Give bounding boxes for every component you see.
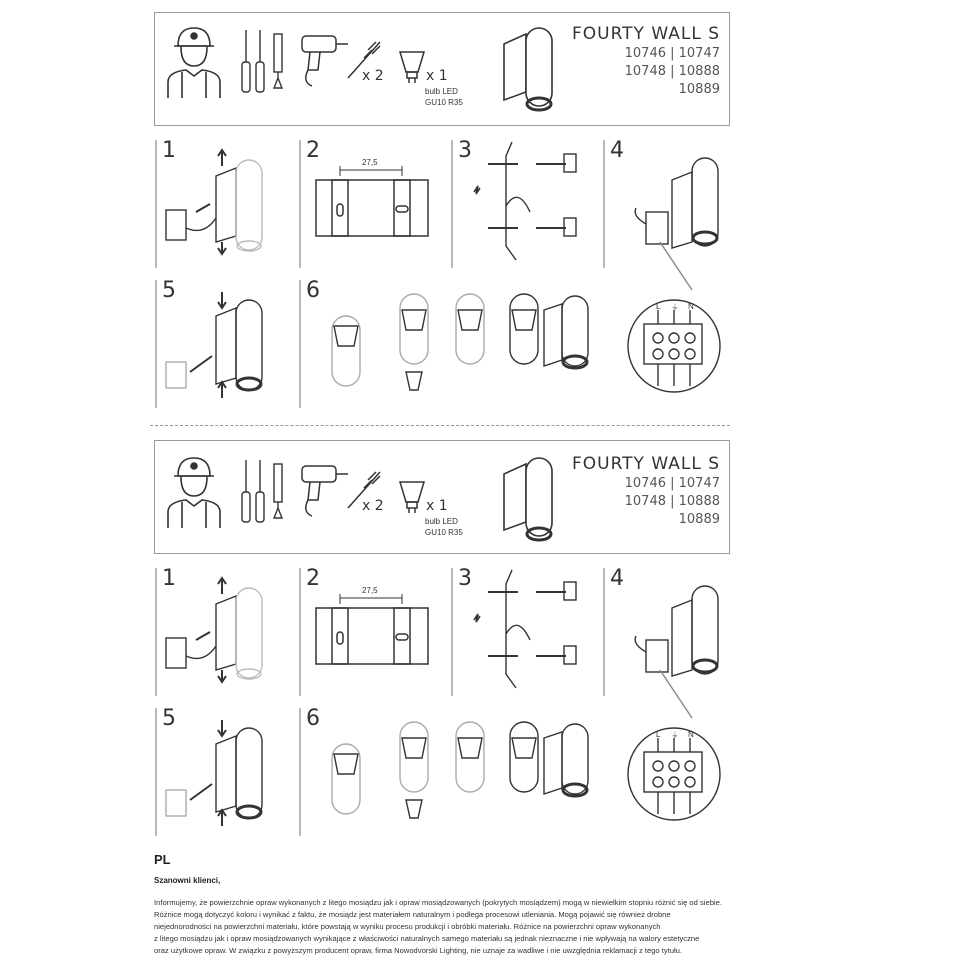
- product-code-3: 10889: [678, 82, 720, 97]
- step-1-number: 1: [162, 138, 176, 163]
- step-2-number: 2: [306, 566, 320, 591]
- step-4-number: 4: [610, 566, 624, 591]
- product-code-2: 10748 | 10888: [624, 494, 720, 509]
- product-title: FOURTY WALL S: [572, 454, 720, 474]
- wire-label-L: L: [656, 302, 661, 311]
- notice-line-3: niejednorodności na powierzchni materiału, które powstają w wyniku procesu produkcji i obróbki materiału. Różnice na powierzchni opraw wykonanych: [154, 922, 661, 931]
- step-5-illustration: [160, 714, 290, 830]
- step-5-number: 5: [162, 278, 176, 303]
- bulb-label-2: GU10 R35: [425, 528, 463, 537]
- bulb-label-1: bulb LED: [425, 517, 458, 526]
- step-5-number: 5: [162, 706, 176, 731]
- step-6-illustration: [320, 714, 600, 834]
- bulb-qty: x 1: [426, 68, 448, 84]
- wire-label-N: N: [688, 302, 694, 311]
- product-title: FOURTY WALL S: [572, 24, 720, 44]
- step-1-number: 1: [162, 566, 176, 591]
- dimension-label: 27,5: [362, 158, 378, 167]
- step-2-illustration: [310, 588, 440, 672]
- wire-label-earth: ⏚: [671, 303, 679, 312]
- screws-qty: x 2: [362, 498, 384, 514]
- bulb-label-1: bulb LED: [425, 87, 458, 96]
- notice-line-2: Różnice mogą dotyczyć koloru i wynikać z faktu, że mosiądz jest materiałem naturalnym i podlega procesowi utleniania. Mogą pojawić się również drobne: [154, 910, 671, 919]
- bulb-qty: x 1: [426, 498, 448, 514]
- product-code-1: 10746 | 10747: [624, 46, 720, 61]
- wire-label-earth: ⏚: [671, 731, 679, 740]
- step-3-number: 3: [458, 566, 472, 591]
- step-4-number: 4: [610, 138, 624, 163]
- notice-line-4: z litego mosiądzu jak i opraw mosiądzowanych wynikające z właściwości naturalnych samego materiału są jednak nieznaczne i nie wpływają na walory estetyczne: [154, 934, 700, 943]
- product-code-1: 10746 | 10747: [624, 476, 720, 491]
- step-1-illustration: [160, 574, 290, 690]
- wire-label-N: N: [688, 730, 694, 739]
- step-4-illustration: [610, 578, 730, 838]
- product-code-2: 10748 | 10888: [624, 64, 720, 79]
- step-6-number: 6: [306, 278, 320, 303]
- language-code: PL: [154, 852, 171, 867]
- step-3-number: 3: [458, 138, 472, 163]
- product-code-3: 10889: [678, 512, 720, 527]
- greeting: Szanowni klienci,: [154, 876, 221, 885]
- wire-label-L: L: [656, 730, 661, 739]
- step-3-illustration: [466, 564, 596, 692]
- notice-line-5: oraz użytkowe opraw. W związku z powyższym producent opraw, firma Nowodvorski Lighting, nie uznaje za wadliwe i nie uwzględnia reklamacji z tego tytułu.: [154, 946, 683, 955]
- step-2-number: 2: [306, 138, 320, 163]
- bulb-label-2: GU10 R35: [425, 98, 463, 107]
- dimension-label: 27,5: [362, 586, 378, 595]
- notice-line-1: Informujemy, że powierzchnie opraw wykonanych z litego mosiądzu jak i opraw mosiądzowanych (pokrytych mosiądzem) mogą w niewielkim stopniu różnić się od siebie.: [154, 898, 722, 907]
- step-6-number: 6: [306, 706, 320, 731]
- screws-qty: x 2: [362, 68, 384, 84]
